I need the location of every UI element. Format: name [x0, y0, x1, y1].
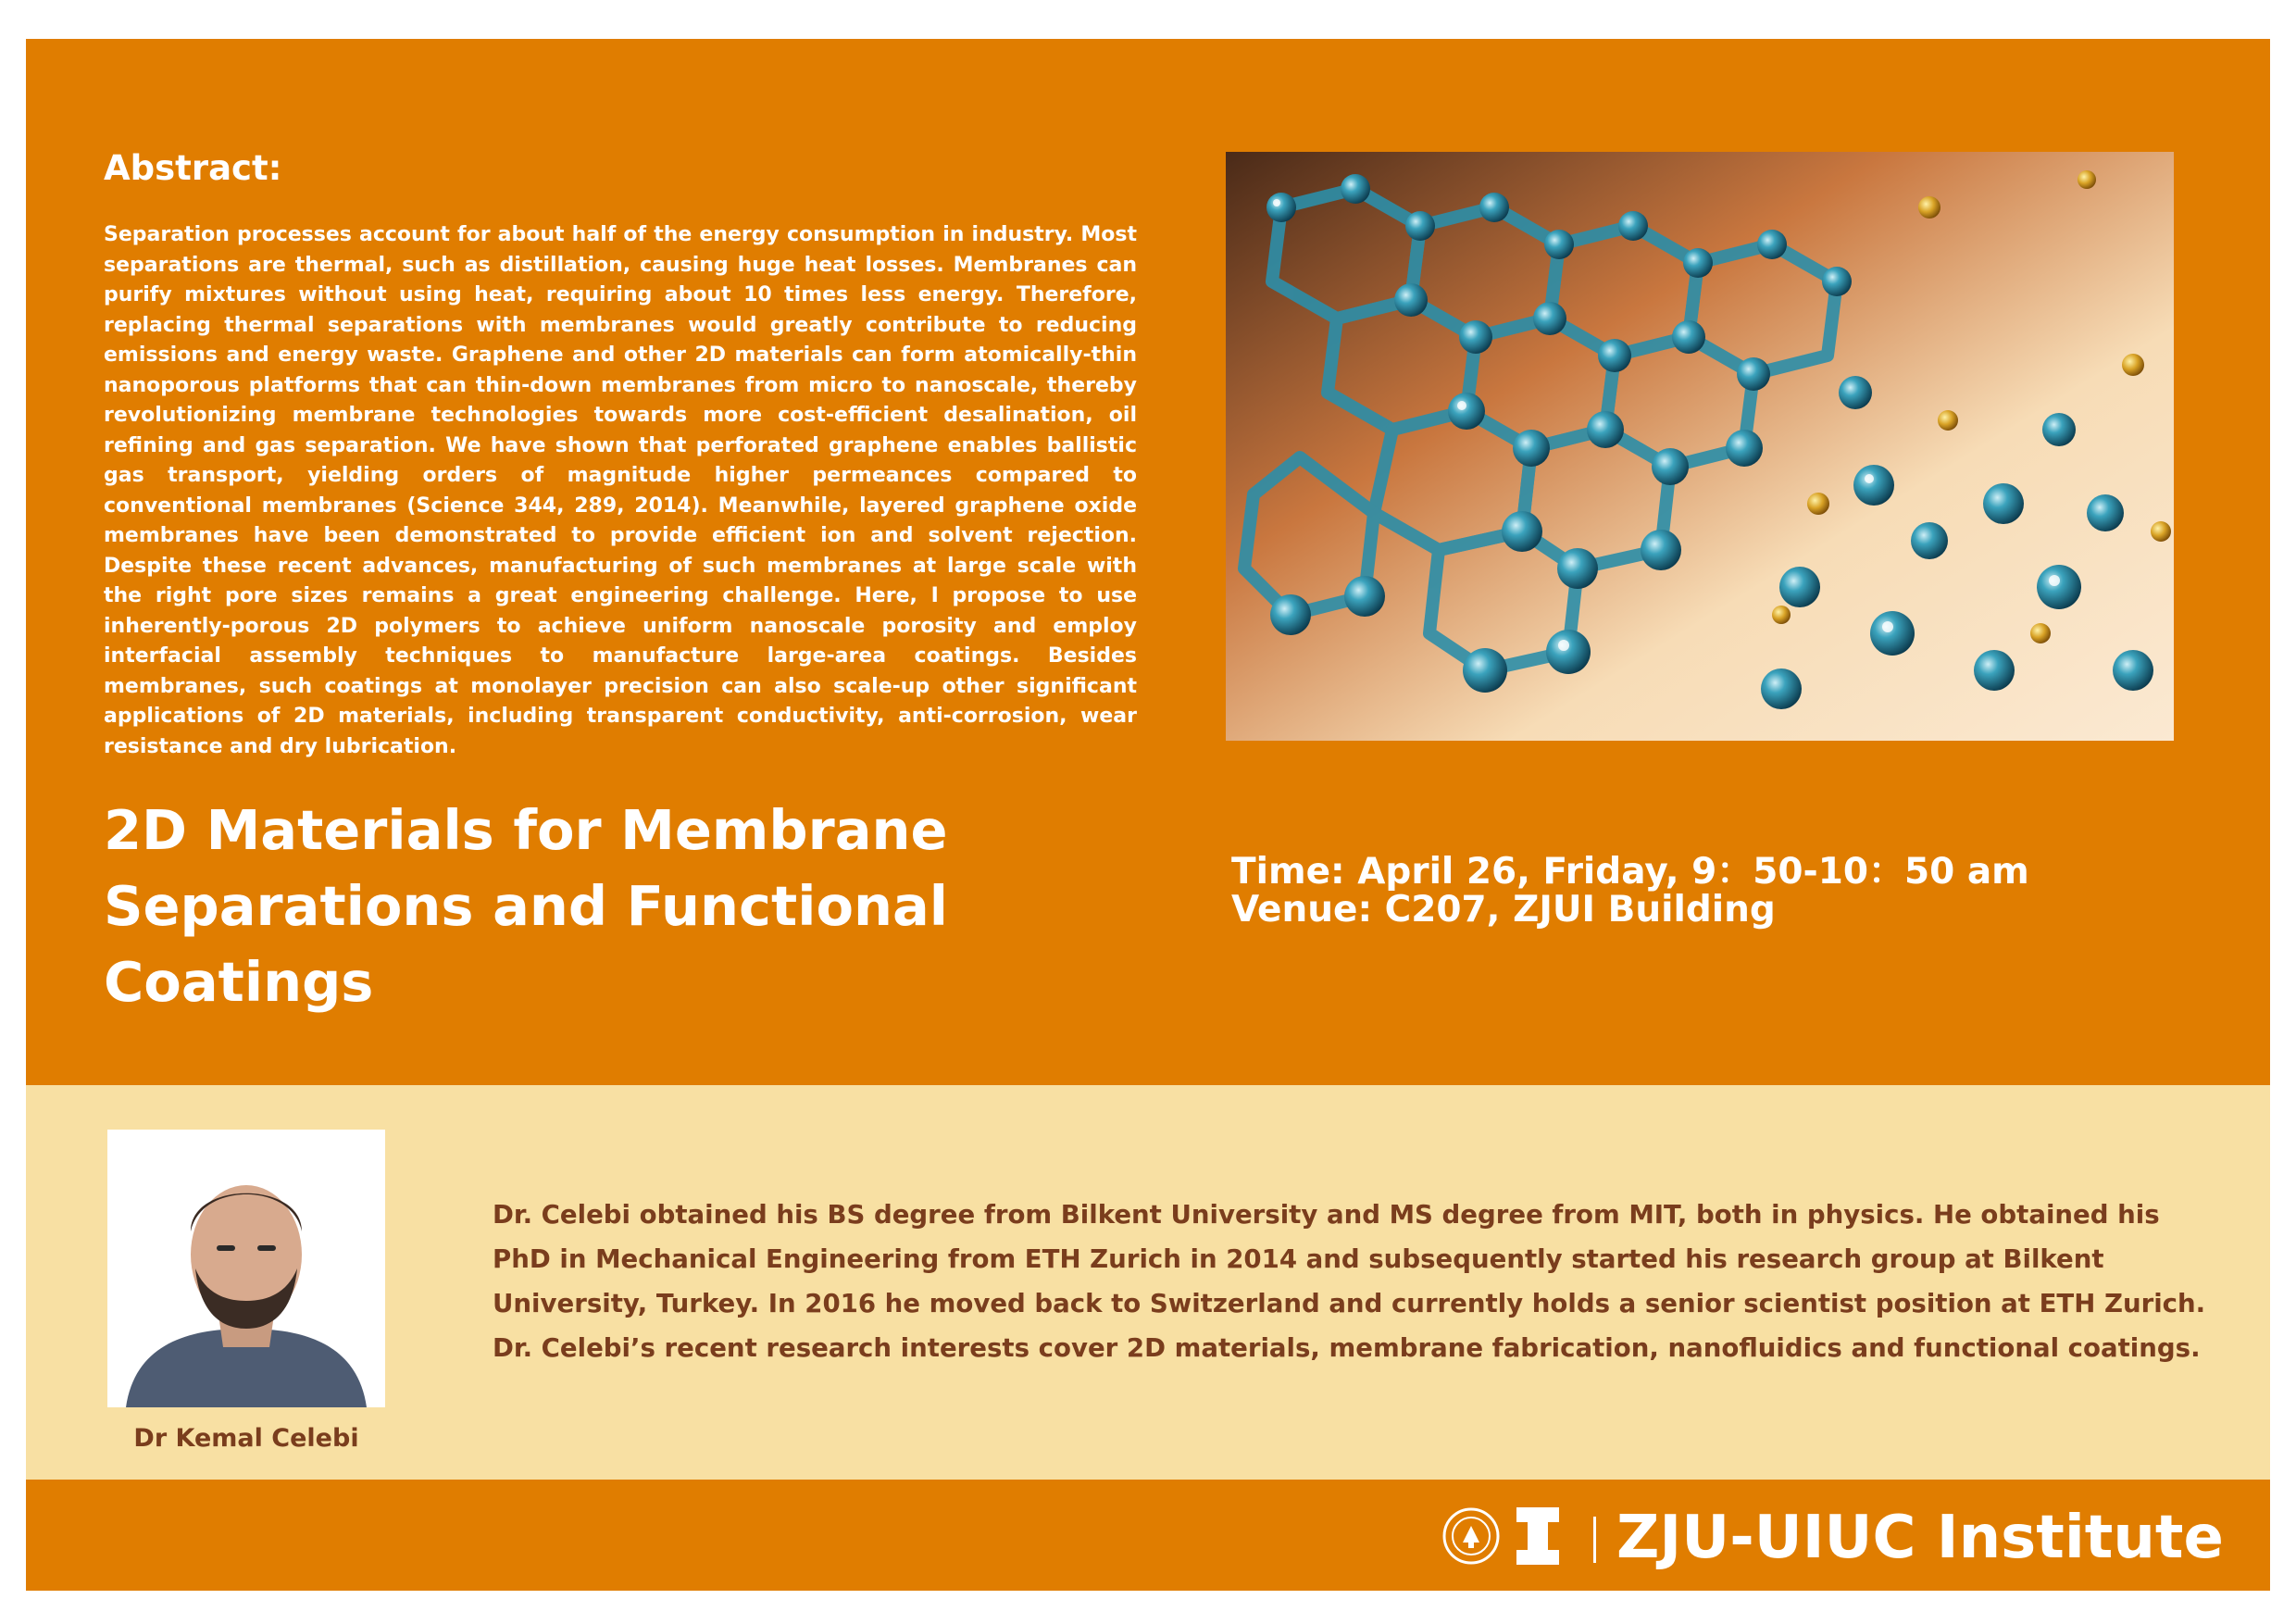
speaker-bio: Dr. Celebi obtained his BS degree from Bilkent University and MS degree from MIT, both in physics. He obtained his PhD in Mechanical Engineering from ETH Zurich in 2014 and subsequently started his research group at Bilkent University, Turkey. In 2016 he moved back to Switzerland and currently holds a senior scientist position at ETH Zurich. Dr. Celebi’s recent research interests cover 2D materials, membrane fabrication, nanofluidics and functional coatings. — [493, 1199, 2206, 1363]
illinois-block-i-icon — [1516, 1507, 1559, 1565]
speaker-portrait — [107, 1130, 385, 1407]
speaker-name: Dr Kemal Celebi — [133, 1424, 359, 1453]
abstract-heading: Abstract: — [104, 148, 282, 188]
talk-venue: Venue: C207, ZJUI Building — [1231, 889, 1776, 931]
institute-name: ZJU-UIUC Institute — [1616, 1504, 2224, 1572]
talk-title: 2D Materials for Membrane Separations and Functional Coatings — [104, 798, 949, 1014]
footer-divider — [1593, 1517, 1596, 1563]
zju-crest-icon — [1442, 1507, 1500, 1565]
poster — [26, 39, 2270, 1591]
abstract-body: Separation processes account for about half of the energy consumption in industry. Most separations are thermal, such as distillation, causing huge heat losses. Membranes can purify mixtures without using heat, requiring about 10 times less energy. Therefore, replacing thermal separations with membranes would greatly contribute to reducing emissions and energy waste. Graphene and other 2D materials can form atomically-thin nanoporous platforms that can thin-down membranes from micro to nanoscale, thereby revolutionizing membrane technologies towards more cost-efficient desalination, oil refining and gas separation. We have shown that perforated graphene enables ballistic gas transport, yielding orders of magnitude higher permeances compared to conventional membranes (Science 344, 289, 2014). Meanwhile, layered graphene oxide membranes have been demonstrated to provide efficient ion and solvent rejection. Despite these recent advances, manufacturing of such membranes at large scale with the right pore sizes remains a great engineering challenge. Here, I propose to use inherently-porous 2D polymers to achieve uniform nanoscale porosity and employ interfacial assembly techniques to manufacture large-area coatings. Besides membranes, such coatings at monolayer precision can also scale-up other significant applications of 2D materials, including transparent conductivity, anti-corrosion, wear resistance and dry lubrication. — [104, 223, 1137, 758]
graphene-illustration — [1226, 152, 2174, 741]
talk-time: Time: April 26, Friday, 9：50-10：50 am — [1231, 851, 2029, 893]
